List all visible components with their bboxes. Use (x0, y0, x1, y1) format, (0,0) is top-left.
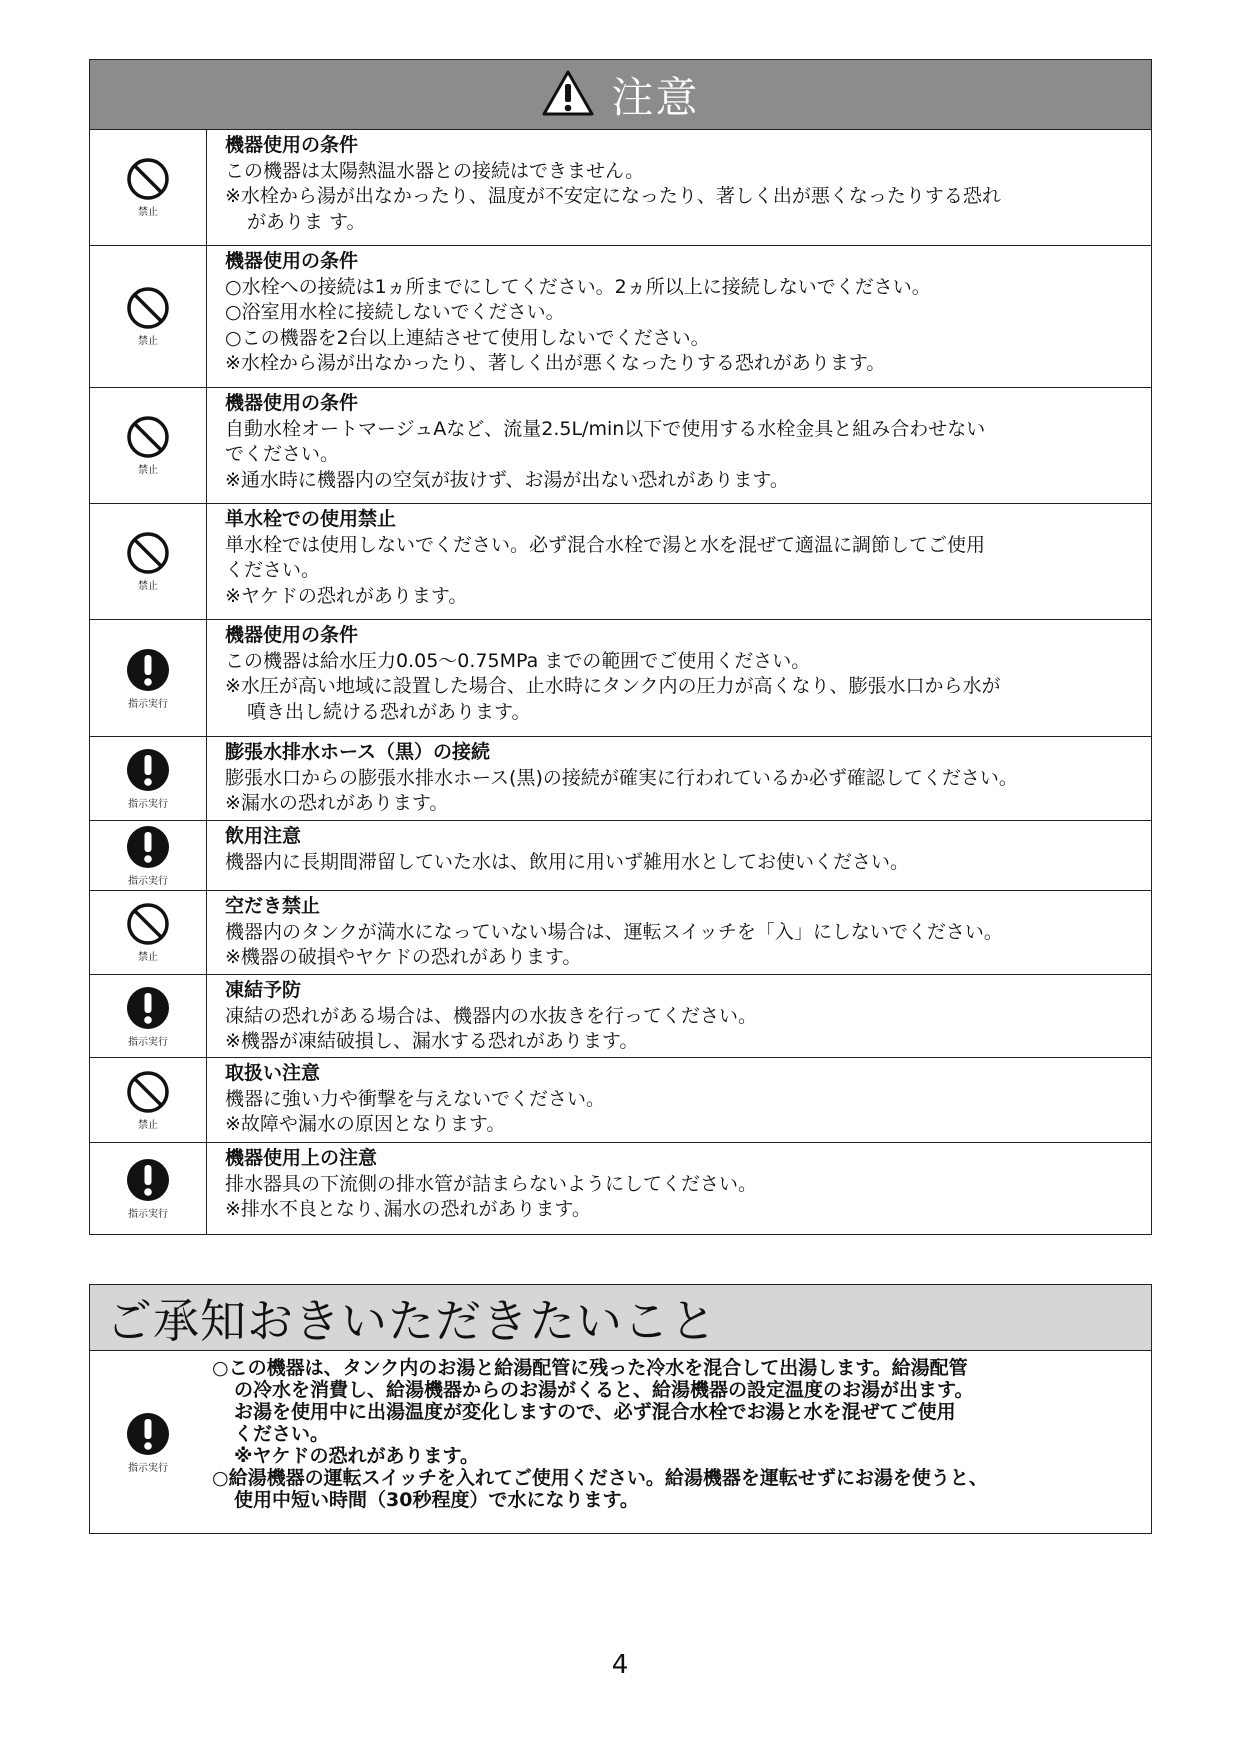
caution-row (90, 504, 1151, 620)
caution-text (207, 246, 1151, 387)
page-number: 4 (611, 1650, 629, 1680)
icon-cell (90, 130, 207, 245)
icon-cell (90, 975, 207, 1057)
icon-cell (90, 246, 207, 387)
notice-box (89, 1284, 1152, 1534)
row-heading: 飲用注意 (225, 825, 302, 847)
caution-text (207, 504, 1151, 619)
icon-cell (90, 504, 207, 619)
warning-triangle-icon (541, 69, 595, 121)
icon-cell (90, 1058, 207, 1142)
notice-line: ください。 (234, 1423, 330, 1445)
row-line: ※故障や漏水の原因となります。 (225, 1113, 506, 1135)
row-heading: 単水栓での使用禁止 (225, 508, 397, 530)
caution-header (90, 60, 1151, 130)
instruction-icon (125, 1411, 171, 1457)
caution-row (90, 620, 1151, 737)
row-line: でください。 (225, 443, 340, 465)
row-line: 単水栓では使用しないでください。必ず混合水栓で湯と水を混ぜて適温に調節してご使用 (225, 533, 986, 556)
row-heading: 機器使用の条件 (225, 392, 359, 414)
notice-line: 使用中短い時間（30秒程度）で水になります。 (234, 1489, 639, 1511)
icon-label: 禁止 (138, 952, 158, 963)
icon-cell (90, 620, 207, 736)
notice-header (90, 1285, 1151, 1351)
row-line: ※水栓から湯が出なかったり、温度が不安定になったり、著しく出が悪くなったりする恐れ (225, 185, 1001, 207)
caution-row (90, 975, 1151, 1058)
caution-text (207, 1058, 1151, 1142)
caution-row (90, 821, 1151, 891)
instruction-icon (125, 1157, 171, 1203)
row-line: ※通水時に機器内の空気が抜けず、お湯が出ない恐れがあります。 (225, 468, 789, 491)
row-heading: 機器使用上の注意 (225, 1147, 378, 1169)
row-line: 噴き出し続ける恐れがあります。 (247, 700, 531, 723)
icon-label: 禁止 (138, 336, 158, 347)
caution-row (90, 388, 1151, 504)
prohibition-icon (126, 902, 170, 946)
icon-label: 指示実行 (128, 876, 168, 887)
row-line: ○浴室用水栓に接続しないでください。 (225, 301, 565, 323)
row-line: ※漏水の恐れがあります。 (225, 792, 449, 814)
row-heading: 膨張水排水ホース（黒）の接続 (225, 741, 491, 763)
caution-row (90, 1058, 1151, 1143)
caution-text (207, 891, 1151, 974)
caution-title: 注意 (611, 72, 700, 122)
notice-body (90, 1351, 1151, 1534)
icon-cell (90, 1351, 206, 1534)
row-heading: 機器使用の条件 (225, 134, 359, 156)
row-heading: 機器使用の条件 (225, 250, 359, 272)
prohibition-icon (126, 286, 170, 330)
instruction-icon (125, 747, 171, 793)
caution-text (207, 821, 1151, 890)
caution-row (90, 246, 1151, 388)
caution-text (207, 620, 1151, 736)
notice-line: の冷水を消費し、給湯機器からのお湯がくると、給湯機器の設定温度のお湯が出ます。 (234, 1379, 974, 1401)
row-line: 機器内のタンクが満水になっていない場合は、運転スイッチを「入」にしないでください。 (225, 920, 1003, 943)
icon-label: 指示実行 (128, 799, 168, 810)
row-heading: 取扱い注意 (225, 1062, 321, 1084)
notice-line: お湯を使用中に出湯温度が変化しますので、必ず混合水栓でお湯と水を混ぜてご使用 (234, 1401, 956, 1423)
row-line: この機器は太陽熱温水器との接続はできません。 (225, 159, 645, 182)
row-line: この機器は給水圧力0.05〜0.75MPa までの範囲でご使用ください。 (225, 649, 811, 672)
row-line: ※機器の破損やヤケドの恐れがあります。 (225, 946, 582, 968)
icon-label: 禁止 (138, 1119, 158, 1131)
row-line: ※機器が凍結破損し、漏水する恐れがあります。 (225, 1030, 639, 1052)
caution-table (89, 59, 1152, 1235)
caution-row (90, 1143, 1151, 1234)
caution-row (90, 130, 1151, 246)
row-line: 凍結の恐れがある場合は、機器内の水抜きを行ってください。 (225, 1004, 758, 1027)
icon-cell (90, 821, 207, 890)
row-heading: 機器使用の条件 (225, 624, 359, 646)
instruction-icon (125, 824, 171, 870)
row-line: 機器内に長期間滞留していた水は、飲用に用いず雑用水としてお使いください。 (225, 850, 910, 873)
icon-label: 禁止 (138, 465, 158, 476)
prohibition-icon (126, 531, 170, 575)
row-line: ※水栓から湯が出なかったり、著しく出が悪くなったりする恐れがあります。 (225, 352, 886, 374)
caution-text (207, 737, 1151, 820)
row-line: ○水栓への接続は1ヵ所までにしてください。2ヵ所以上に接続しないでください。 (225, 275, 931, 298)
icon-cell (90, 737, 207, 820)
icon-label: 指示実行 (128, 698, 168, 710)
row-line: がありま す。 (247, 210, 366, 233)
row-line: ください。 (225, 559, 321, 581)
icon-label: 禁止 (138, 207, 158, 218)
notice-line: ○給湯機器の運転スイッチを入れてご使用ください。給湯機器を運転せずにお湯を使うと、 (212, 1467, 988, 1489)
instruction-icon (125, 647, 171, 693)
row-line: 膨張水口からの膨張水排水ホース(黒)の接続が確実に行われているか必ず確認してください。 (225, 766, 1018, 789)
icon-cell (90, 388, 207, 503)
prohibition-icon (126, 415, 170, 459)
prohibition-icon (126, 157, 170, 201)
instruction-icon (125, 985, 171, 1031)
row-line: 自動水栓オートマージュAなど、流量2.5L/min以下で使用する水栓金具と組み合わせない (225, 417, 986, 440)
row-line: 排水器具の下流側の排水管が詰まらないようにしてください。 (225, 1172, 758, 1195)
row-line: ※水圧が高い地域に設置した場合、止水時にタンク内の圧力が高くなり、膨張水口から水が (225, 675, 1001, 697)
icon-cell (90, 891, 207, 974)
row-line: 機器に強い力や衝撃を与えないでください。 (225, 1087, 606, 1110)
row-heading: 凍結予防 (225, 979, 302, 1001)
caution-text (207, 388, 1151, 503)
icon-label: 指示実行 (128, 1463, 168, 1474)
notice-line: ○この機器は、タンク内のお湯と給湯配管に残った冷水を混合して出湯します。給湯配管 (212, 1357, 968, 1379)
notice-title: ご承知おきいただきたいこと (106, 1293, 717, 1348)
icon-cell (90, 1143, 207, 1234)
row-line: ※排水不良となり､漏水の恐れがあります。 (225, 1198, 591, 1220)
row-heading: 空だき禁止 (225, 895, 321, 917)
icon-label: 禁止 (138, 581, 158, 592)
row-line: ○この機器を2台以上連結させて使用しないでください。 (225, 326, 710, 349)
caution-row (90, 891, 1151, 975)
row-line: ※ヤケドの恐れがあります。 (225, 584, 468, 607)
notice-text (206, 1351, 1151, 1534)
caution-text (207, 130, 1151, 245)
caution-text (207, 975, 1151, 1057)
icon-label: 指示実行 (128, 1209, 168, 1220)
icon-label: 指示実行 (128, 1036, 168, 1048)
caution-text (207, 1143, 1151, 1234)
caution-row (90, 737, 1151, 821)
notice-line: ※ヤケドの恐れがあります。 (234, 1445, 479, 1467)
prohibition-icon (126, 1070, 170, 1114)
